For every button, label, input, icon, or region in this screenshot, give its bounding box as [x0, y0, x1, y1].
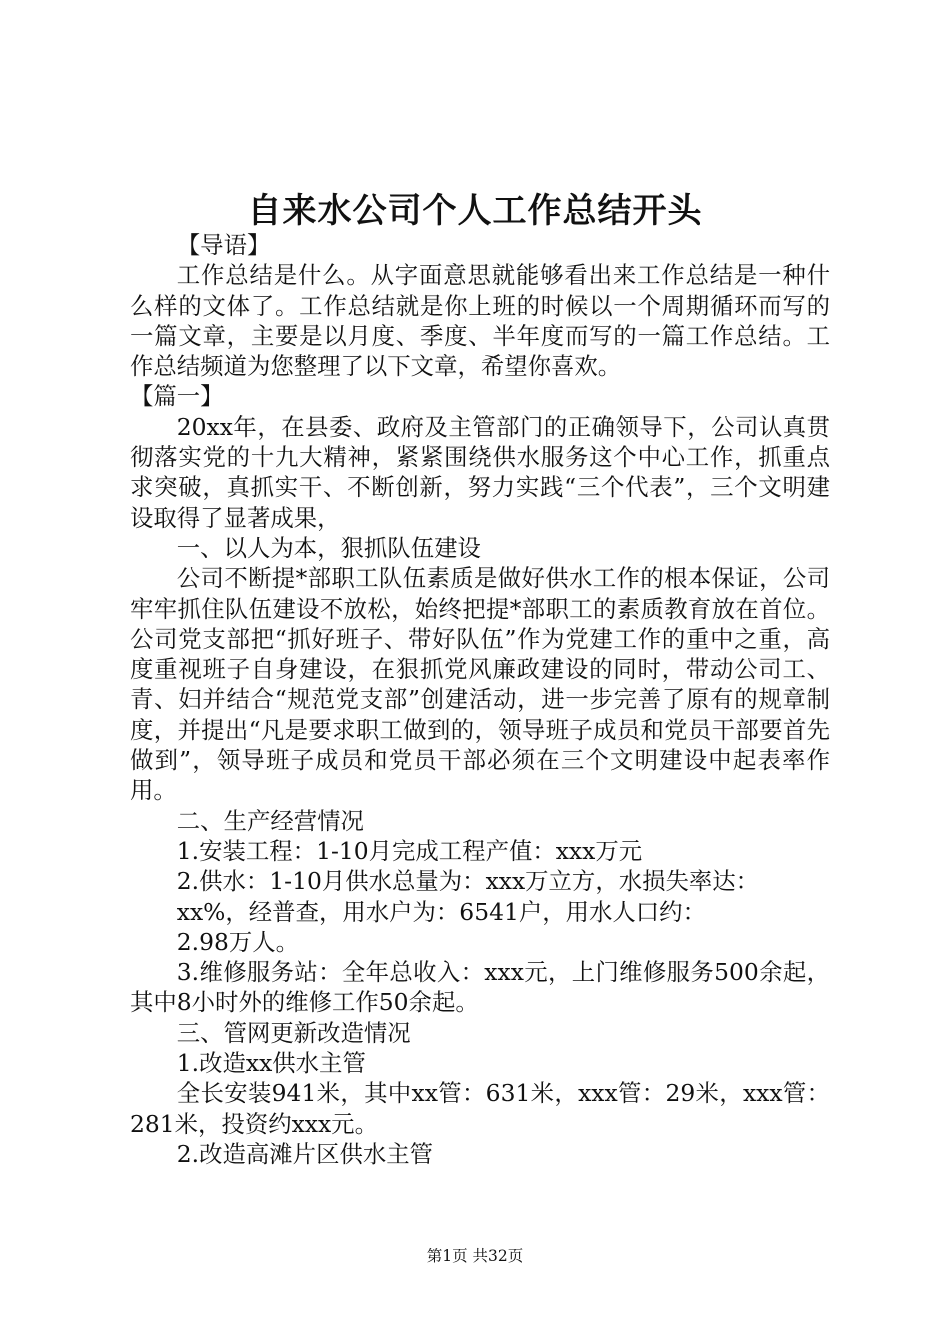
body-paragraph: 公司不断提*部职工队伍素质是做好供水工作的根本保证，公司牢牢抓住队伍建设不放松，始终把提*部职工的素质教育放在首位。公司党支部把“抓好班子、带好队伍”作为党建工作的重中之重，高度重视班子自身建设，在狠抓党风廉政建设的同时，带动公司工、青、妇并结合“规范党支部”创建活动，进一步完善了原有的规章制度，并提出“凡是要求职工做到的，领导班子成员和党员干部要首先做到”，领导班子成员和党员干部必须在三个文明建设中起表率作用。 [130, 564, 830, 805]
body-paragraph: 三、管网更新改造情况 [176, 1018, 411, 1047]
body-paragraph: 2.供水：1-10月供水总量为：xxx万立方，水损失率达： [176, 867, 760, 896]
document-body [130, 230, 830, 1169]
body-paragraph: 二、生产经营情况 [176, 806, 364, 835]
body-paragraph: 3.维修服务站：全年总收入：xxx元，上门维修服务500余起，其中8小时外的维修工作50余起。 [130, 958, 830, 1017]
body-paragraph: 2.98万人。 [176, 927, 300, 956]
document-title: 自来水公司个人工作总结开头 [247, 191, 703, 231]
body-paragraph: 工作总结是什么。从字面意思就能够看出来工作总结是一种什么样的文体了。工作总结就是你上班的时候以一个周期循环而写的一篇文章，主要是以月度、季度、半年度而写的一篇工作总结。工作总结频道为您整理了以下文章，希望你喜欢。 [130, 261, 830, 381]
page-footer: 第1页 共32页 [426, 1247, 524, 1265]
body-paragraph: 【导语】 [176, 231, 271, 259]
body-paragraph: 2.改造高滩片区供水主管 [176, 1139, 434, 1168]
body-paragraph: 【篇一】 [130, 382, 224, 411]
body-paragraph: 1.改造xx供水主管 [176, 1049, 366, 1078]
body-paragraph: 20xx年，在县委、政府及主管部门的正确领导下，公司认真贯彻落实党的十九大精神，紧紧围绕供水服务这个中心工作，抓重点求突破，真抓实干、不断创新，努力实践“三个代表”，三个文明建设取得了显著成果， [130, 412, 830, 532]
body-paragraph: 全长安装941米，其中xx管：631米，xxx管：29米，xxx管：281米，投资约xxx元。 [130, 1079, 830, 1138]
body-paragraph: 一、以人为本，狠抓队伍建设 [176, 533, 481, 562]
body-paragraph: xx%，经普查，用水户为：6541户，用水人口约： [176, 897, 706, 926]
body-paragraph: 1.安装工程：1-10月完成工程产值：xxx万元 [176, 836, 643, 865]
